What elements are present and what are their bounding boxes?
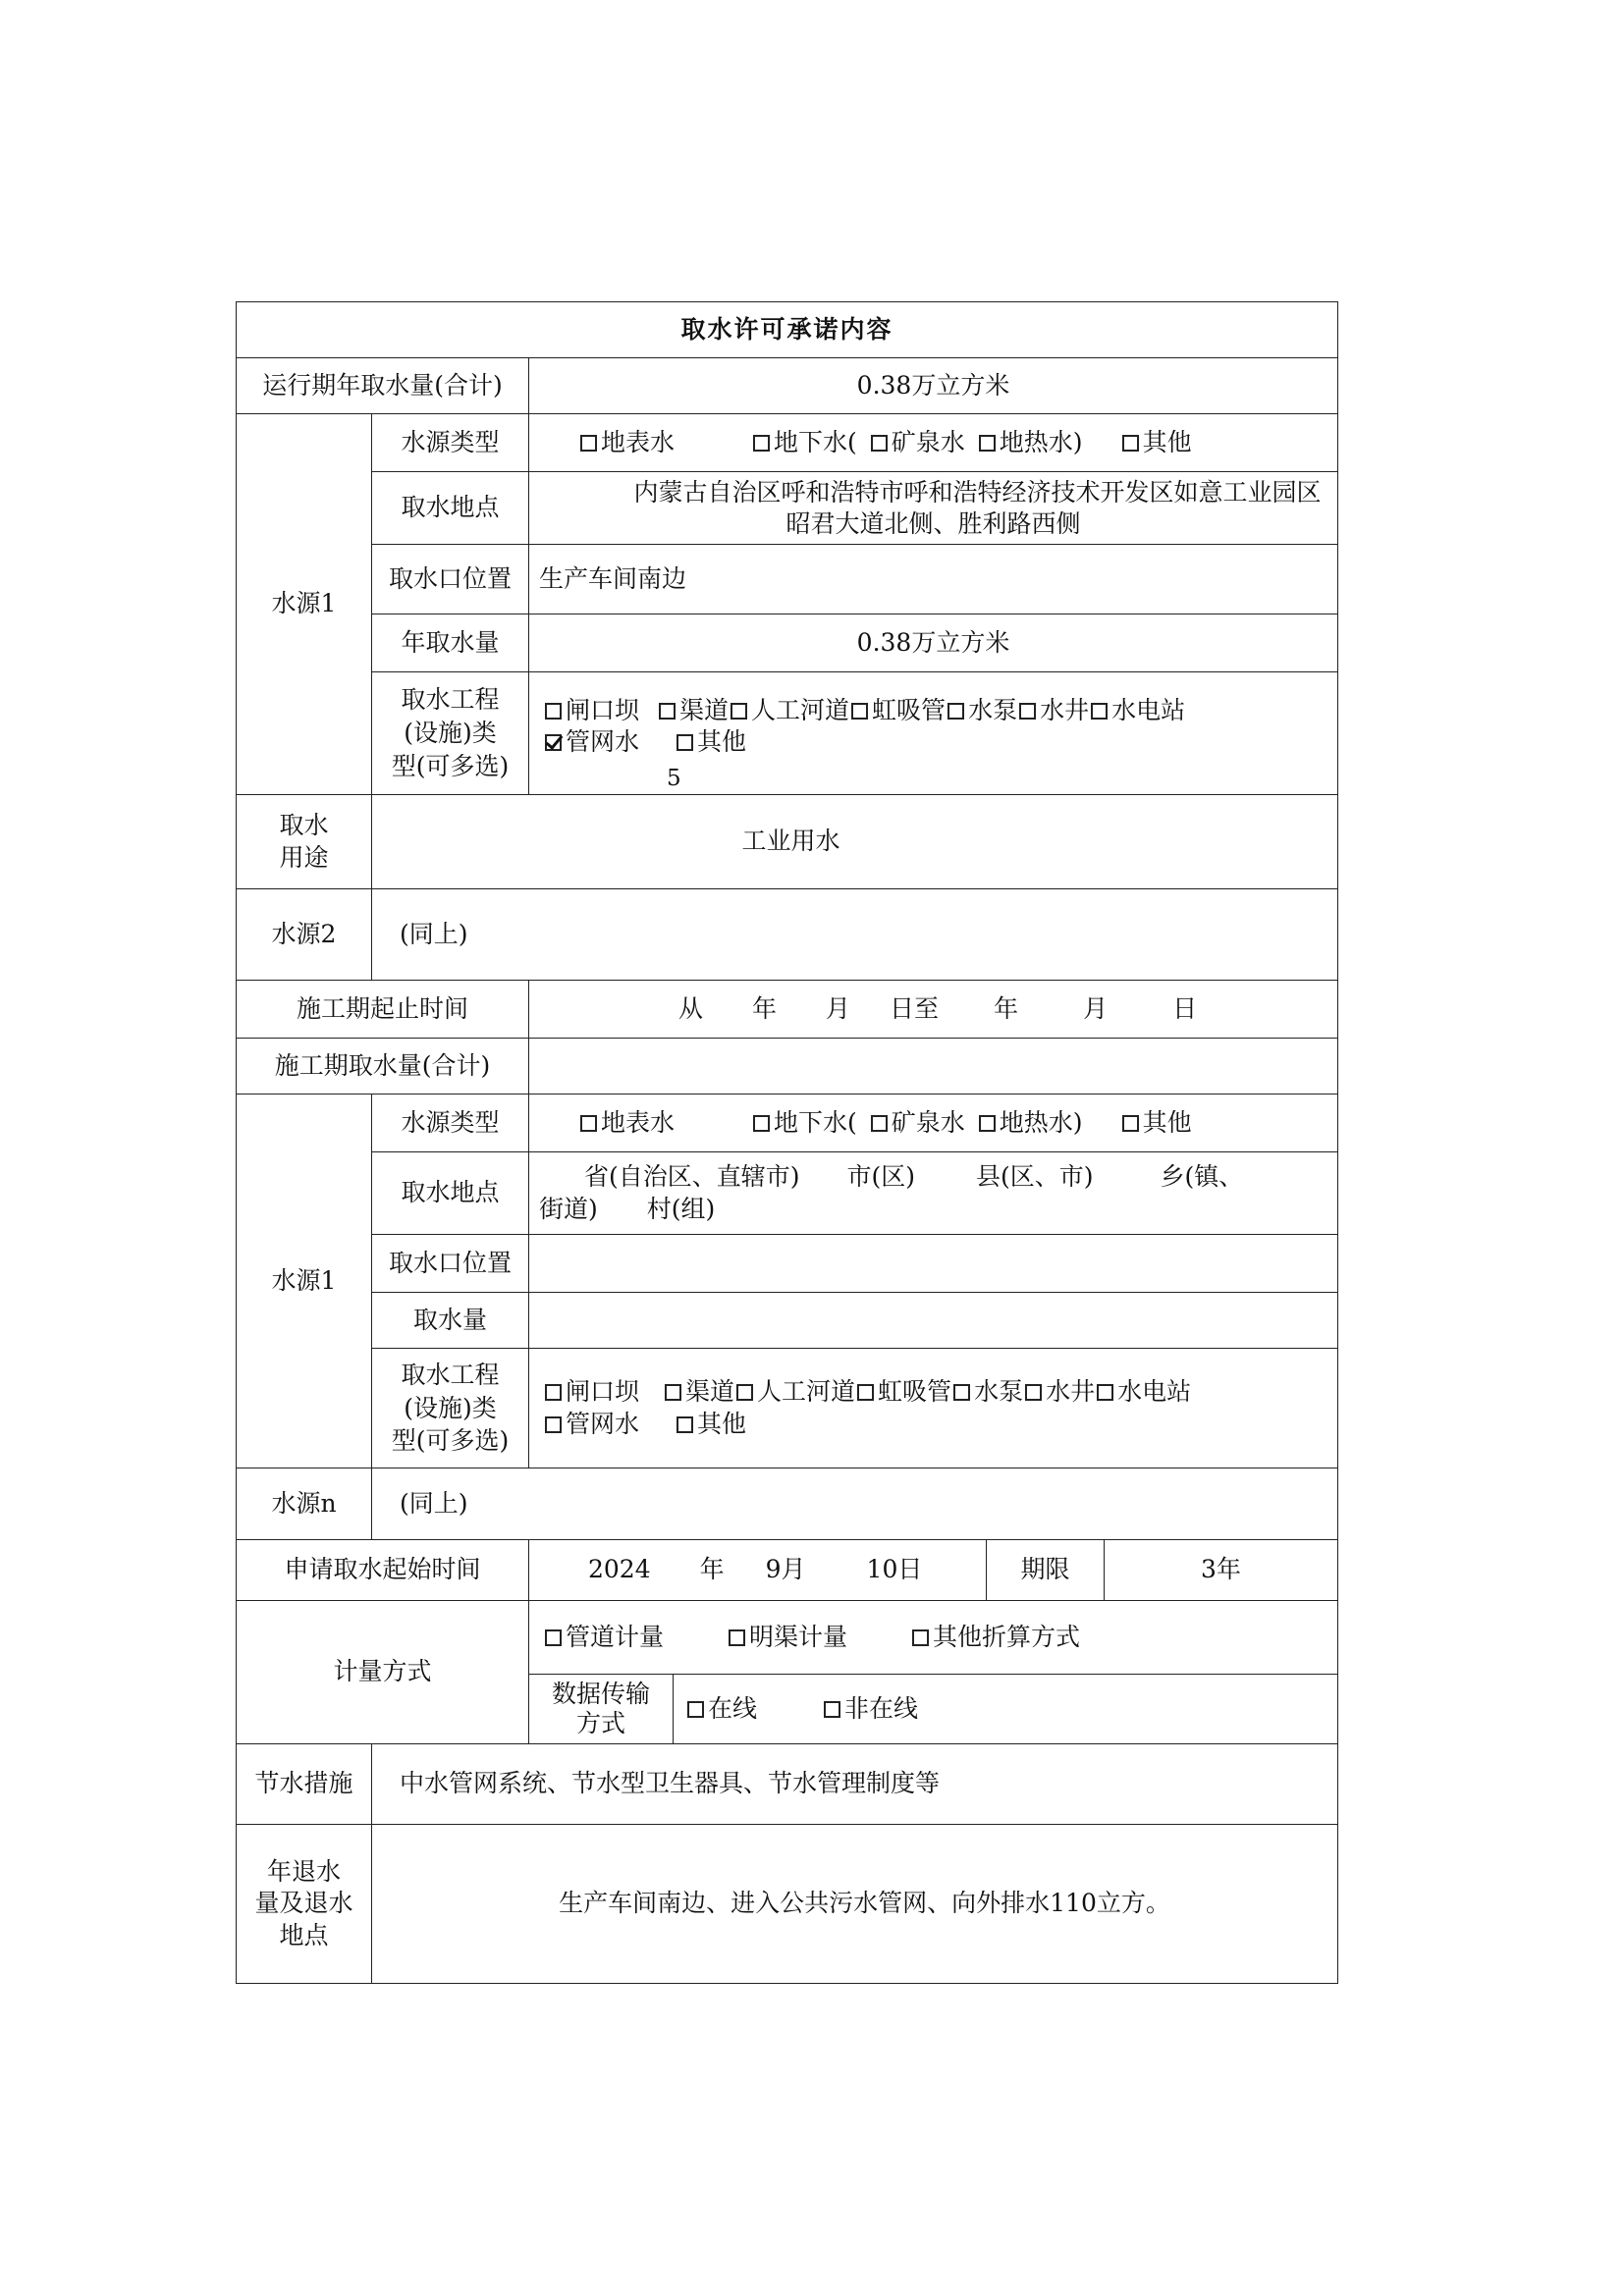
source1-intake-row bbox=[237, 545, 1338, 614]
metering-options bbox=[529, 1601, 1338, 1675]
csource1-fac-canal[interactable]: 人工河道 bbox=[736, 1376, 855, 1409]
checkbox-icon bbox=[729, 1629, 745, 1646]
source1-type-row bbox=[237, 414, 1338, 472]
checkbox-icon bbox=[851, 703, 868, 720]
checkbox-icon bbox=[687, 1701, 704, 1718]
source1-facility-row bbox=[237, 672, 1338, 795]
transmission-options bbox=[674, 1675, 1338, 1744]
source1-fac-pump[interactable]: 水泵 bbox=[947, 695, 1017, 727]
construction-total-label: 施工期取水量(合计) bbox=[237, 1039, 529, 1095]
sourcen-label: 水源n bbox=[237, 1468, 372, 1540]
transmission-label: 数据传输 方式 bbox=[529, 1675, 674, 1744]
csource1-ground-option[interactable]: 地下水( bbox=[753, 1107, 857, 1140]
source1-location-value: 内蒙古自治区呼和浩特市呼和浩特经济技术开发区如意工业园区 昭君大道北侧、胜利路西侧 bbox=[529, 472, 1338, 545]
source1-label: 水源1 bbox=[237, 414, 372, 795]
sourcen-value: (同上) bbox=[372, 1468, 1338, 1540]
csource1-facility-row bbox=[237, 1349, 1338, 1468]
checkbox-icon bbox=[1097, 1384, 1113, 1401]
checkbox-icon bbox=[871, 1115, 888, 1132]
checkbox-icon bbox=[1025, 1384, 1042, 1401]
source1-annual-value: 0.38万立方米 bbox=[529, 614, 1338, 672]
construction-period-label: 施工期起止时间 bbox=[237, 981, 529, 1039]
checked-checkbox-icon bbox=[545, 734, 562, 751]
checkbox-icon bbox=[731, 703, 747, 720]
source1-location-label: 取水地点 bbox=[372, 472, 529, 545]
csource1-other-option[interactable]: 其他 bbox=[1122, 1107, 1192, 1140]
csource1-location-row bbox=[237, 1152, 1338, 1235]
checkbox-icon bbox=[580, 435, 597, 452]
checkbox-icon bbox=[659, 703, 676, 720]
construction-period-row bbox=[237, 981, 1338, 1039]
csource1-fac-pump[interactable]: 水泵 bbox=[953, 1376, 1023, 1409]
source1-annual-row bbox=[237, 614, 1338, 672]
source1-annual-label: 年取水量 bbox=[372, 614, 529, 672]
checkbox-icon bbox=[545, 1384, 562, 1401]
term-value: 3年 bbox=[1105, 1540, 1338, 1601]
transmission-online-option[interactable]: 在线 bbox=[687, 1693, 757, 1726]
source1-location-row bbox=[237, 472, 1338, 545]
start-row bbox=[237, 1540, 1338, 1601]
run-total-value: 0.38万立方米 bbox=[529, 358, 1338, 414]
csource1-type-label: 水源类型 bbox=[372, 1095, 529, 1152]
transmission-offline-option[interactable]: 非在线 bbox=[824, 1693, 918, 1726]
start-label: 申请取水起始时间 bbox=[237, 1540, 529, 1601]
source1-fac-hydro[interactable]: 水电站 bbox=[1091, 695, 1185, 727]
checkbox-icon bbox=[912, 1629, 929, 1646]
drain-row bbox=[237, 1825, 1338, 1984]
source1-facility-options bbox=[529, 672, 1338, 795]
source1-surface-option[interactable]: 地表水 bbox=[580, 427, 675, 459]
checkbox-icon bbox=[665, 1384, 681, 1401]
metering-label: 计量方式 bbox=[237, 1601, 529, 1744]
csource1-fac-gate[interactable]: 闸口坝 bbox=[545, 1376, 639, 1409]
metering-other-option[interactable]: 其他折算方式 bbox=[912, 1622, 1080, 1654]
csource1-amount-row bbox=[237, 1293, 1338, 1349]
run-total-label: 运行期年取水量(合计) bbox=[237, 358, 529, 414]
csource1-intake-label: 取水口位置 bbox=[372, 1235, 529, 1293]
usage-row bbox=[237, 795, 1338, 889]
checkbox-icon bbox=[1091, 703, 1108, 720]
source2-value: (同上) bbox=[372, 889, 1338, 981]
checkbox-icon bbox=[857, 1384, 874, 1401]
checkbox-icon bbox=[677, 734, 693, 751]
checkbox-icon bbox=[953, 1384, 970, 1401]
csource1-mineral-option[interactable]: 矿泉水 bbox=[871, 1107, 965, 1140]
source1-fac-well[interactable]: 水井 bbox=[1019, 695, 1089, 727]
source1-ground-option[interactable]: 地下水( bbox=[753, 427, 857, 459]
checkbox-icon bbox=[1122, 1115, 1139, 1132]
construction-total-row bbox=[237, 1039, 1338, 1095]
checkbox-icon bbox=[545, 703, 562, 720]
checkbox-icon bbox=[1122, 435, 1139, 452]
checkbox-icon bbox=[736, 1384, 753, 1401]
metering-channel-option[interactable]: 明渠计量 bbox=[729, 1622, 847, 1654]
csource1-fac-hydro[interactable]: 水电站 bbox=[1097, 1376, 1191, 1409]
csource1-fac-channel[interactable]: 渠道 bbox=[665, 1376, 734, 1409]
source1-fac-gate[interactable]: 闸口坝 bbox=[545, 695, 639, 727]
source1-fac-other[interactable]: 其他 bbox=[677, 726, 746, 759]
start-date: 2024 年 9月 10日 bbox=[529, 1540, 987, 1601]
source1-facility-label: 取水工程 (设施)类 型(可多选) bbox=[372, 672, 529, 795]
csource1-facility-options bbox=[529, 1349, 1338, 1468]
checkbox-icon bbox=[871, 435, 888, 452]
source2-label: 水源2 bbox=[237, 889, 372, 981]
drain-value: 生产车间南边、进入公共污水管网、向外排水110立方。 bbox=[372, 1825, 1338, 1984]
csource1-thermal-option[interactable]: 地热水) bbox=[979, 1107, 1083, 1140]
source1-fac-pipe-network[interactable]: 管网水 bbox=[545, 726, 639, 759]
metering-row bbox=[237, 1601, 1338, 1675]
source1-fac-canal[interactable]: 人工河道 bbox=[731, 695, 849, 727]
title-row bbox=[237, 302, 1338, 358]
source1-other-option[interactable]: 其他 bbox=[1122, 427, 1192, 459]
run-total-row bbox=[237, 358, 1338, 414]
checkbox-icon bbox=[824, 1701, 840, 1718]
checkbox-icon bbox=[545, 1629, 562, 1646]
source1-fac-channel[interactable]: 渠道 bbox=[659, 695, 729, 727]
csource1-fac-well[interactable]: 水井 bbox=[1025, 1376, 1095, 1409]
source1-fac-siphon[interactable]: 虹吸管 bbox=[851, 695, 946, 727]
csource1-intake-row bbox=[237, 1235, 1338, 1293]
csource1-location-label: 取水地点 bbox=[372, 1152, 529, 1235]
drain-label: 年退水 量及退水 地点 bbox=[237, 1825, 372, 1984]
checkbox-icon bbox=[545, 1416, 562, 1433]
csource1-facility-label: 取水工程 (设施)类 型(可多选) bbox=[372, 1349, 529, 1468]
construction-total-value[interactable] bbox=[529, 1039, 1338, 1095]
construction-period-value: 从 年 月 日至 年 月 日 bbox=[529, 981, 1338, 1039]
checkbox-icon bbox=[580, 1115, 597, 1132]
source1-intake-label: 取水口位置 bbox=[372, 545, 529, 614]
source2-row bbox=[237, 889, 1338, 981]
usage-label: 取水 用途 bbox=[237, 795, 372, 889]
checkbox-icon bbox=[979, 1115, 996, 1132]
source1-thermal-option[interactable]: 地热水) bbox=[979, 427, 1083, 459]
source1-fac-note: 5 bbox=[667, 766, 681, 792]
csource1-type-options bbox=[529, 1095, 1338, 1152]
source1-type-options bbox=[529, 414, 1338, 472]
sourcen-row bbox=[237, 1468, 1338, 1540]
csource1-fac-pipe-network[interactable]: 管网水 bbox=[545, 1409, 639, 1441]
csource1-fac-other[interactable]: 其他 bbox=[677, 1409, 746, 1441]
csource1-surface-option[interactable]: 地表水 bbox=[580, 1107, 675, 1140]
checkbox-icon bbox=[753, 435, 770, 452]
form-title: 取水许可承诺内容 bbox=[237, 302, 1338, 358]
checkbox-icon bbox=[979, 435, 996, 452]
source1-mineral-option[interactable]: 矿泉水 bbox=[871, 427, 965, 459]
saving-row bbox=[237, 1744, 1338, 1825]
source1-intake-value: 生产车间南边 bbox=[529, 545, 1338, 614]
csource1-label: 水源1 bbox=[237, 1095, 372, 1468]
checkbox-icon bbox=[947, 703, 964, 720]
csource1-intake-value[interactable] bbox=[529, 1235, 1338, 1293]
saving-label: 节水措施 bbox=[237, 1744, 372, 1825]
saving-value: 中水管网系统、节水型卫生器具、节水管理制度等 bbox=[372, 1744, 1338, 1825]
csource1-type-row bbox=[237, 1095, 1338, 1152]
metering-pipe-option[interactable]: 管道计量 bbox=[545, 1622, 664, 1654]
usage-value: 工业用水 bbox=[372, 795, 1338, 889]
csource1-fac-siphon[interactable]: 虹吸管 bbox=[857, 1376, 951, 1409]
csource1-location-value: 省(自治区、直辖市) 市(区) 县(区、市) 乡(镇、 街道) 村(组) bbox=[529, 1152, 1338, 1235]
source1-type-label: 水源类型 bbox=[372, 414, 529, 472]
term-label: 期限 bbox=[987, 1540, 1105, 1601]
csource1-amount-label: 取水量 bbox=[372, 1293, 529, 1349]
checkbox-icon bbox=[753, 1115, 770, 1132]
water-permit-form bbox=[236, 301, 1338, 1984]
checkbox-icon bbox=[677, 1416, 693, 1433]
checkbox-icon bbox=[1019, 703, 1036, 720]
csource1-amount-value[interactable] bbox=[529, 1293, 1338, 1349]
